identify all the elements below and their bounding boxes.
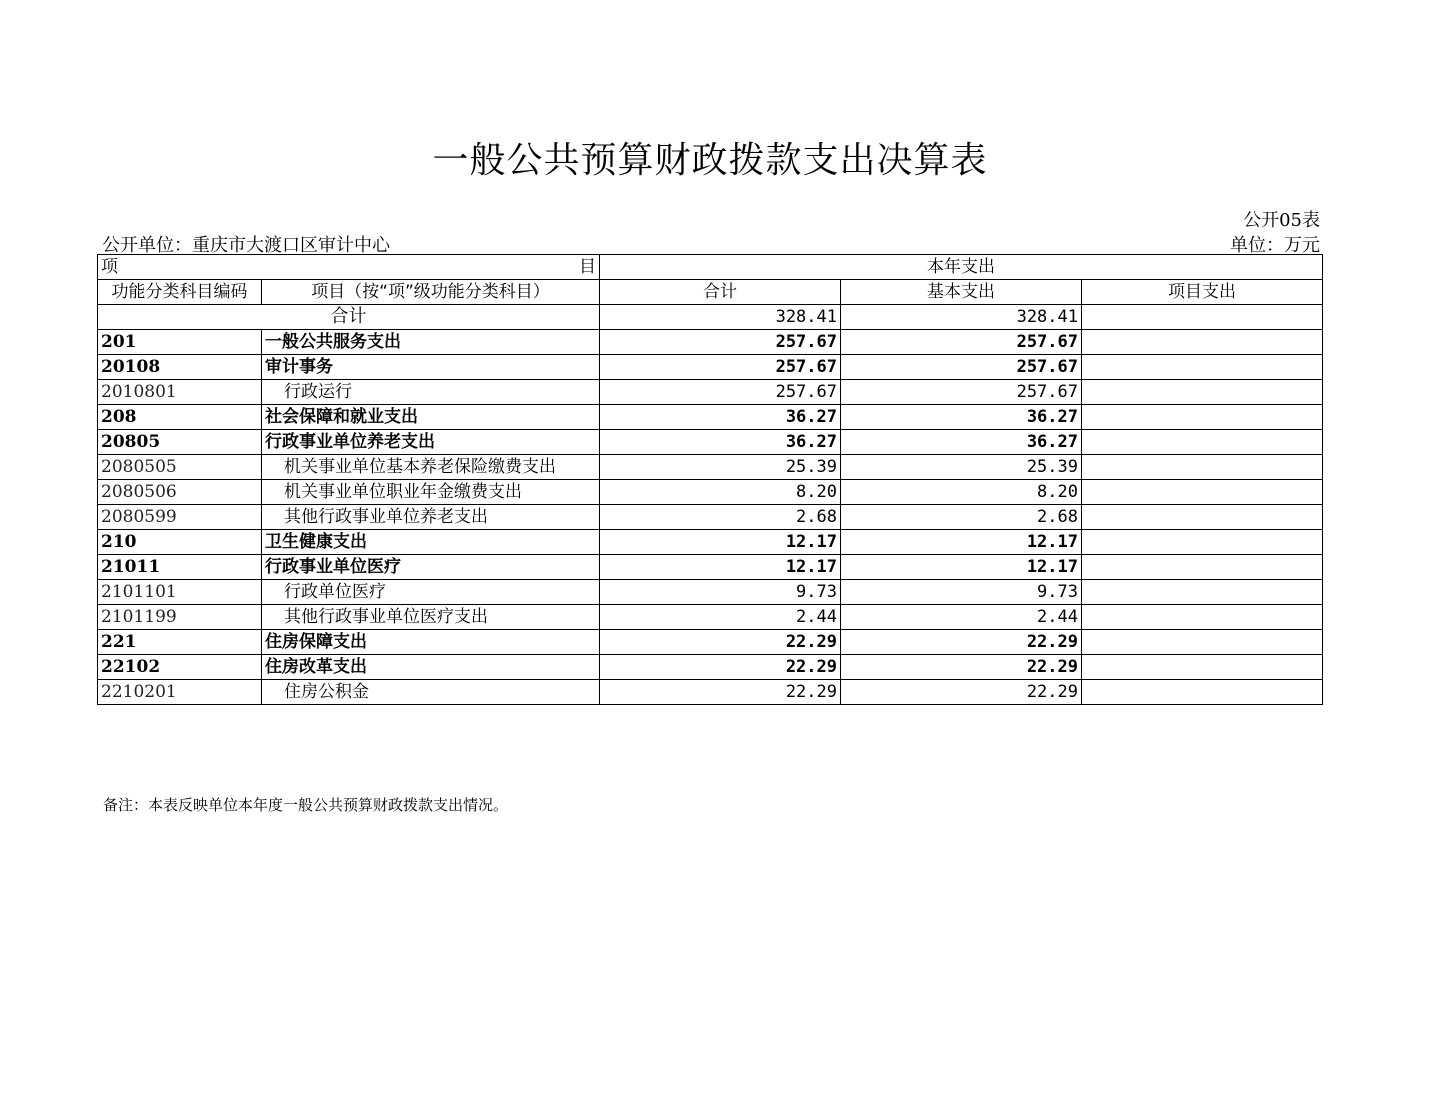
row-total: 2.44 [600, 605, 841, 630]
row-name: 行政事业单位养老支出 [262, 430, 600, 455]
row-name: 行政事业单位医疗 [262, 555, 600, 580]
row-total: 36.27 [600, 430, 841, 455]
row-project [1082, 380, 1323, 405]
row-project [1082, 330, 1323, 355]
row-total: 257.67 [600, 330, 841, 355]
row-total: 25.39 [600, 455, 841, 480]
row-project [1082, 355, 1323, 380]
reporting-unit: 公开单位：重庆市大渡口区审计中心 [102, 235, 390, 256]
item-header [98, 255, 600, 280]
table-row [98, 330, 1323, 355]
row-basic: 25.39 [841, 455, 1082, 480]
row-basic: 36.27 [841, 405, 1082, 430]
code-column-header: 功能分类科目编码 [98, 280, 262, 305]
row-code: 2210201 [98, 680, 262, 705]
row-code: 201 [98, 330, 262, 355]
row-name: 住房保障支出 [262, 630, 600, 655]
table-row [98, 480, 1323, 505]
total-row-label: 合计 [98, 305, 600, 330]
row-total: 22.29 [600, 630, 841, 655]
table-row [98, 355, 1323, 380]
name-column-header: 项目（按“项”级功能分类科目） [262, 280, 600, 305]
row-project [1082, 530, 1323, 555]
row-basic: 22.29 [841, 680, 1082, 705]
table-row [98, 580, 1323, 605]
row-basic: 22.29 [841, 630, 1082, 655]
item-header-right: 目 [579, 257, 596, 277]
row-code: 2080599 [98, 505, 262, 530]
row-total: 8.20 [600, 480, 841, 505]
row-project [1082, 555, 1323, 580]
row-name: 机关事业单位基本养老保险缴费支出 [262, 455, 600, 480]
row-total: 9.73 [600, 580, 841, 605]
currency-unit: 单位：万元 [1230, 235, 1320, 256]
row-basic: 36.27 [841, 430, 1082, 455]
row-code: 21011 [98, 555, 262, 580]
row-code: 22102 [98, 655, 262, 680]
row-name: 住房公积金 [262, 680, 600, 705]
row-code: 221 [98, 630, 262, 655]
row-basic: 8.20 [841, 480, 1082, 505]
row-name: 一般公共服务支出 [262, 330, 600, 355]
total-column-header: 合计 [600, 280, 841, 305]
header-row-2 [98, 280, 1323, 305]
budget-table [97, 254, 1323, 705]
row-basic: 257.67 [841, 355, 1082, 380]
row-code: 2010801 [98, 380, 262, 405]
row-total: 2.68 [600, 505, 841, 530]
row-name: 行政单位医疗 [262, 580, 600, 605]
row-total: 257.67 [600, 355, 841, 380]
row-project [1082, 455, 1323, 480]
row-project [1082, 480, 1323, 505]
total-row [98, 305, 1323, 330]
row-project [1082, 580, 1323, 605]
row-total: 257.67 [600, 380, 841, 405]
row-project [1082, 405, 1323, 430]
page-title: 一般公共预算财政拨款支出决算表 [432, 140, 988, 181]
row-name: 住房改革支出 [262, 655, 600, 680]
row-total: 12.17 [600, 555, 841, 580]
table-row [98, 605, 1323, 630]
footnote: 备注：本表反映单位本年度一般公共预算财政拨款支出情况。 [103, 796, 509, 814]
table-row [98, 680, 1323, 705]
row-code: 2080506 [98, 480, 262, 505]
row-name: 审计事务 [262, 355, 600, 380]
row-project [1082, 680, 1323, 705]
row-basic: 12.17 [841, 555, 1082, 580]
row-code: 208 [98, 405, 262, 430]
row-project [1082, 430, 1323, 455]
row-project [1082, 605, 1323, 630]
row-total: 22.29 [600, 655, 841, 680]
row-name: 卫生健康支出 [262, 530, 600, 555]
header-row-1 [98, 255, 1323, 280]
table-row [98, 555, 1323, 580]
row-project [1082, 630, 1323, 655]
project-column-header: 项目支出 [1082, 280, 1323, 305]
row-basic: 22.29 [841, 655, 1082, 680]
row-code: 2101101 [98, 580, 262, 605]
row-code: 20805 [98, 430, 262, 455]
row-basic: 9.73 [841, 580, 1082, 605]
row-code: 2080505 [98, 455, 262, 480]
table-row [98, 630, 1323, 655]
row-code: 210 [98, 530, 262, 555]
table-row [98, 455, 1323, 480]
row-total: 12.17 [600, 530, 841, 555]
table-row [98, 505, 1323, 530]
row-name: 社会保障和就业支出 [262, 405, 600, 430]
row-basic: 2.68 [841, 505, 1082, 530]
table-row [98, 655, 1323, 680]
total-row-total: 328.41 [600, 305, 841, 330]
total-row-basic: 328.41 [841, 305, 1082, 330]
row-name: 其他行政事业单位医疗支出 [262, 605, 600, 630]
row-basic: 2.44 [841, 605, 1082, 630]
row-project [1082, 655, 1323, 680]
table-row [98, 380, 1323, 405]
form-number: 公开05表 [1243, 210, 1320, 231]
row-project [1082, 505, 1323, 530]
row-name: 其他行政事业单位养老支出 [262, 505, 600, 530]
row-basic: 257.67 [841, 330, 1082, 355]
row-total: 36.27 [600, 405, 841, 430]
row-code: 2101199 [98, 605, 262, 630]
row-basic: 257.67 [841, 380, 1082, 405]
row-basic: 12.17 [841, 530, 1082, 555]
item-header-left: 项 [101, 257, 118, 277]
this-year-header: 本年支出 [600, 255, 1323, 280]
table-row [98, 530, 1323, 555]
row-total: 22.29 [600, 680, 841, 705]
table-row [98, 405, 1323, 430]
row-name: 机关事业单位职业年金缴费支出 [262, 480, 600, 505]
row-name: 行政运行 [262, 380, 600, 405]
table-row [98, 430, 1323, 455]
total-row-project [1082, 305, 1323, 330]
row-code: 20108 [98, 355, 262, 380]
basic-column-header: 基本支出 [841, 280, 1082, 305]
